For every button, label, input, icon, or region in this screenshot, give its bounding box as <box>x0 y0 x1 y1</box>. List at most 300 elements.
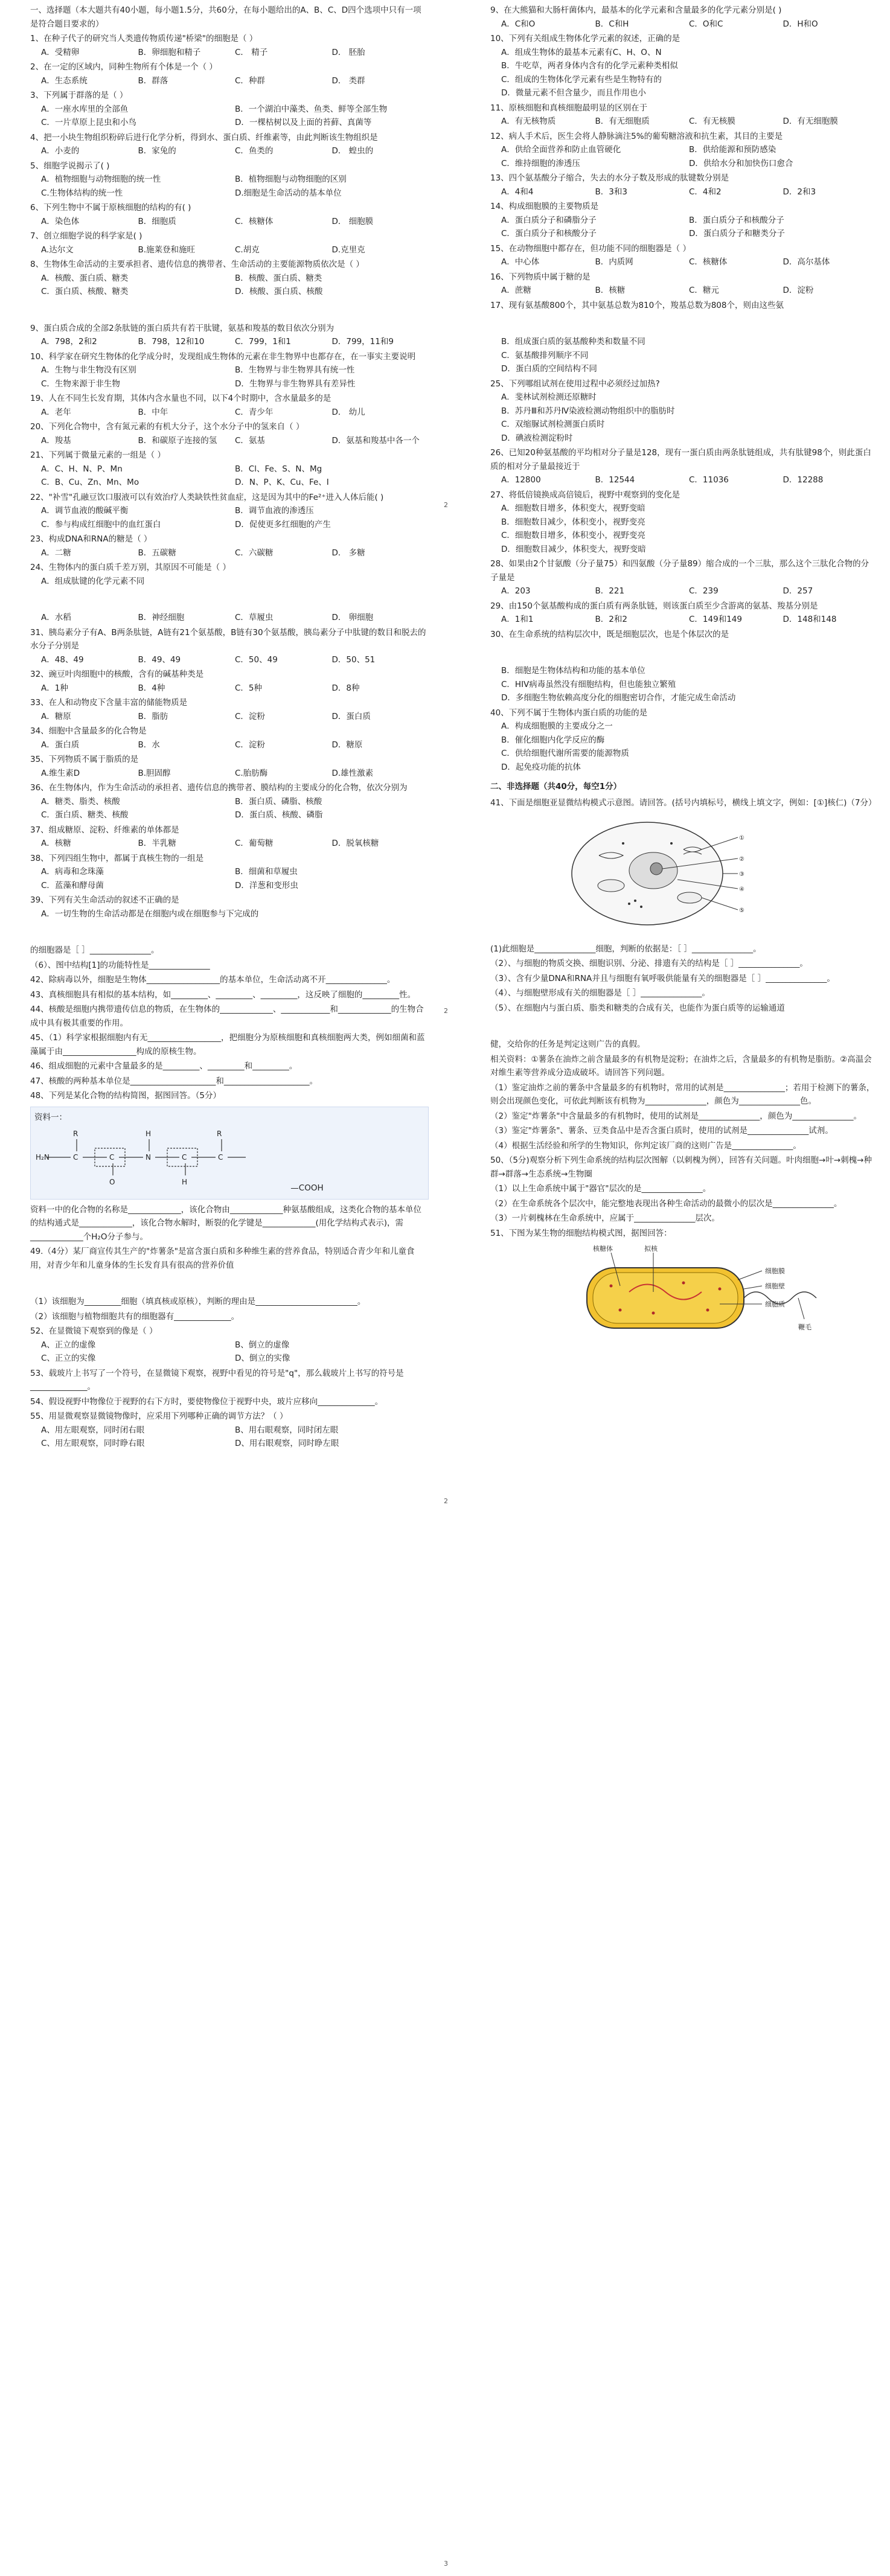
question-text: （5）、在细胞内与蛋白质、脂类和糖类的合成有关，也能作为蛋白质等的运输通道 <box>490 1003 785 1013</box>
question-item <box>490 1002 877 1015</box>
answer-option: B.施莱登和施旺 <box>138 244 196 255</box>
question-item <box>490 986 877 1000</box>
svg-text:R: R <box>217 1130 222 1138</box>
answer-option: A．植物细胞与动物细胞的统一性 <box>41 174 161 184</box>
answer-option: D．12288 <box>783 475 824 485</box>
question-text: 13、四个氨基酸分子缩合，失去的水分子数及形成的肽键数分别是 <box>490 173 729 183</box>
answer-option: A．蛋白质分子和磷脂分子 <box>501 215 597 225</box>
figure-caption: 资料一： <box>34 1112 67 1122</box>
question-item <box>30 1089 429 1103</box>
answer-options <box>30 767 429 781</box>
question-text: 37、组成糖原、淀粉、纤维素的单体都是 <box>30 825 179 835</box>
question-text: 8、生物体生命活动的主要承担者、遗传信息的携带者、生命活动的主要能源物质依次是（ ） <box>30 260 364 269</box>
answer-options <box>490 473 877 487</box>
answer-options <box>490 143 877 170</box>
question-text: (1)此细胞是_______________细胞，判断的依据是：［ ］_______________。 <box>490 944 761 954</box>
question-item <box>30 449 429 490</box>
answer-option: D．淀粉 <box>783 286 814 295</box>
answer-option: B、倒立的虚像 <box>235 1340 290 1350</box>
page-break-gap <box>490 313 877 335</box>
svg-text:②: ② <box>739 856 744 863</box>
answer-option: C．种群 <box>235 75 265 86</box>
answer-option: C、用左眼观察，同时睁右眼 <box>41 1439 145 1448</box>
answer-option: B．3和3 <box>595 187 627 197</box>
question-text: 55、用显微观察显微镜物像时，应采用下列哪种正确的调节方法？（ ） <box>30 1411 288 1421</box>
question-text: 45、（1）科学家根据细胞内有无__________________，把细胞分为原核细胞和真核细胞两大类，例如细菌和蓝藻属于由__________________构成的原核生物。 <box>30 1033 425 1056</box>
answer-option: B．有无细胞质 <box>595 117 650 126</box>
question-item <box>490 299 877 313</box>
svg-text:H: H <box>182 1178 188 1186</box>
question-text: 42、除病毒以外，细胞是生物体__________________的基本单位，生命活动离不开_______________。 <box>30 975 395 985</box>
page-number: 2 <box>444 1007 448 1015</box>
answer-option: A．供给全面营养和防止血管硬化 <box>501 145 621 155</box>
question-text: 52、在显微镜下观察到的像是（ ） <box>30 1326 158 1336</box>
answer-option: D、用右眼观察，同时睁左眼 <box>235 1439 339 1448</box>
question-item <box>490 32 877 100</box>
question-text: 41、下面是细胞亚显微结构模式示意图。请回答。(括号内填标号，横线上填文字，例如：[①]核仁)（7分） <box>490 797 877 808</box>
answer-option: C．鱼类的 <box>235 146 274 156</box>
answer-option: C．799，1和1 <box>235 337 291 347</box>
answer-option: D.细胞是生命活动的基本单位 <box>235 188 342 198</box>
question-text: 30、在生命系统的结构层次中，既是细胞层次，也是个体层次的是 <box>490 629 729 639</box>
answer-option: B．苏丹Ⅲ和苏丹Ⅳ染液检测动物组织中的脂肪时 <box>501 406 675 416</box>
question-item <box>490 557 877 598</box>
answer-option: D．有无细胞膜 <box>783 117 838 126</box>
question-item <box>30 32 429 59</box>
question-item <box>30 159 429 200</box>
answer-option: C．淀粉 <box>235 711 265 721</box>
answer-option: C．淀粉 <box>235 740 265 750</box>
answer-option: A．病毒和念珠藻 <box>41 867 104 877</box>
answer-options <box>490 115 877 129</box>
page-number: 2 <box>444 1497 448 1505</box>
svg-text:H: H <box>146 1130 152 1138</box>
answer-option: A．1和1 <box>501 615 534 624</box>
answer-option: C．蛋白质、糖类、核酸 <box>41 810 129 820</box>
svg-text:H₂N: H₂N <box>36 1153 50 1162</box>
question-text: （3）鉴定"炸薯条"、薯条、豆类食品中是否含蛋白质时，使用的试剂是_______________试剂。 <box>490 1126 833 1136</box>
svg-text:细胞膜: 细胞膜 <box>765 1267 785 1275</box>
question-item <box>490 4 877 31</box>
answer-option: B．4种 <box>138 683 165 693</box>
answer-option: A．水稻 <box>41 613 71 622</box>
svg-text:③: ③ <box>739 871 744 878</box>
answer-options <box>30 144 429 158</box>
question-item <box>490 1212 877 1226</box>
svg-text:N: N <box>146 1153 151 1162</box>
answer-option: B．核糖 <box>595 286 626 295</box>
question-item <box>30 1245 429 1272</box>
answer-option: D．生物界与非生物界具有差异性 <box>235 379 356 389</box>
question-text: 38、下列四组生物中，都属于真核生物的一组是 <box>30 853 204 863</box>
question-text: 12、病人手术后，医生会将人静脉滴注5%的葡萄糖溶液和抗生素，其目的主要是 <box>490 131 783 141</box>
question-text: （3）一片刺槐林在生命系统中，应属于_______________层次。 <box>490 1213 720 1223</box>
svg-text:C: C <box>109 1153 115 1162</box>
answer-option: A．组成生物体的最基本元素有C、H、O、N <box>501 47 662 57</box>
question-text: 29、由150个氨基酸构成的蛋白质有两条肽链，则该蛋白质至少含游离的氨基、羧基分别是 <box>490 601 818 611</box>
question-item <box>30 1310 429 1324</box>
page-number: 2 <box>444 501 448 509</box>
question-text: 16、下列物质中属于糖的是 <box>490 272 591 282</box>
question-text: 49.（4分）某厂商宣传其生产的"炸薯条"是富含蛋白质和多种维生素的营养食品，特别适合青少年和儿童食用，对青少年和儿童身体的生长发育具有很高的营养价值 <box>30 1247 415 1270</box>
answer-option: C．氨基 <box>235 435 265 446</box>
answer-options <box>490 584 877 598</box>
answer-option: B．内质网 <box>595 257 633 267</box>
answer-option: B．牛吃草，两者身体内含有的化学元素种类相似 <box>501 61 678 71</box>
question-item <box>490 200 877 241</box>
answer-options <box>30 795 429 822</box>
answer-option: C．4和2 <box>689 187 722 197</box>
answer-options <box>490 255 877 269</box>
answer-option: A．细胞数目增多，体积变大，视野变暗 <box>501 503 645 513</box>
svg-text:鞭毛: 鞭毛 <box>798 1323 812 1331</box>
answer-option: C．组成的生物体化学元素有些是生物特有的 <box>501 74 662 85</box>
question-item <box>30 322 429 349</box>
answer-option: A.达尔文 <box>41 244 74 255</box>
answer-option: B．221 <box>595 586 625 596</box>
answer-option: B．半乳糖 <box>138 839 176 848</box>
peptide-structure-figure <box>34 1124 288 1191</box>
answer-options <box>30 653 429 667</box>
answer-options <box>30 865 429 892</box>
right-column <box>490 4 877 1355</box>
answer-option: B．生物界与非生物界具有统一性 <box>235 365 355 375</box>
svg-text:O: O <box>109 1178 115 1186</box>
answer-option: C．青少年 <box>235 407 274 417</box>
answer-option: D、倒立的实像 <box>235 1354 290 1363</box>
question-item <box>30 89 429 130</box>
question-item <box>490 335 877 376</box>
answer-option: B．神经细胞 <box>138 613 185 622</box>
answer-option: B．群落 <box>138 75 168 86</box>
answer-option: A．4和4 <box>501 187 534 197</box>
question-text: 17、现有氨基酸800个，其中氨基总数为810个，羧基总数为808个，则由这些氨 <box>490 300 784 310</box>
question-text: 31、胰岛素分子有A、B两条肽链，A链有21个氨基酸，B链有30个氨基酸，胰岛素分子中肽键的数目和脱去的水分子分别是 <box>30 627 426 651</box>
answer-option: C．蛋白质分子和核酸分子 <box>501 229 597 238</box>
answer-options <box>30 103 429 130</box>
animal-cell-diagram <box>563 813 744 934</box>
answer-options <box>30 611 429 625</box>
answer-option: B．C和H <box>595 19 629 29</box>
answer-option: B．核酸、蛋白质、糖类 <box>235 273 322 283</box>
answer-options <box>30 46 429 60</box>
answer-option: C．草履虫 <box>235 613 274 622</box>
question-text: 36、在生物体内，作为生命活动的承担者、遗传信息的携带者、膜结构的主要成分的化合物，依次分别为 <box>30 783 408 793</box>
answer-options <box>30 363 429 391</box>
question-text: 50、（5分)观察分析下列生命系统的结构层次图解（以刺槐为例），回答有关问题。叶肉细胞→叶→刺槐→种群→群落→生态系统→生物圈 <box>490 1155 872 1179</box>
answer-option: D．氨基和羧基中各一个 <box>331 435 420 446</box>
answer-option: A．12800 <box>501 475 541 485</box>
answer-option: D． 蝗虫的 <box>331 146 374 156</box>
page-number: 3 <box>444 2560 448 2568</box>
answer-option: C．氨基酸排列顺序不同 <box>501 350 589 360</box>
question-item <box>30 532 429 560</box>
svg-text:细胞质: 细胞质 <box>765 1300 785 1308</box>
question-item <box>490 446 877 487</box>
question-item <box>30 1325 429 1366</box>
question-item <box>490 1197 877 1211</box>
answer-option: A．1种 <box>41 683 68 693</box>
svg-text:拟核: 拟核 <box>644 1245 658 1253</box>
question-text: 的细胞器是［ ］_______________。 <box>30 945 159 955</box>
answer-option: C.生物体结构的统一性 <box>41 188 123 198</box>
answer-option: A．蔗糖 <box>501 286 531 295</box>
answer-option: A．798，2和2 <box>41 337 97 347</box>
question-item <box>30 229 429 257</box>
answer-options <box>30 1338 429 1366</box>
answer-option: A．构成细胞膜的主要成分之一 <box>501 721 613 731</box>
answer-option: B．12544 <box>595 475 635 485</box>
answer-option: A．染色体 <box>41 216 80 226</box>
answer-option: C．核糖体 <box>689 257 728 267</box>
page-break-gap <box>490 642 877 664</box>
answer-options <box>490 502 877 556</box>
question-item <box>490 1139 877 1153</box>
question-item <box>30 201 429 228</box>
question-item <box>30 491 429 532</box>
question-text: 39、下列有关生命活动的叙述不正确的是 <box>30 895 179 905</box>
answer-options <box>490 18 877 31</box>
section-heading: 二、非选择题（共40分，每空1分） <box>490 782 622 791</box>
svg-text:④: ④ <box>739 886 744 893</box>
answer-options <box>30 406 429 420</box>
answer-option: D．50、51 <box>331 654 376 665</box>
question-item <box>30 1003 429 1030</box>
answer-option: D． 胚胎 <box>331 47 365 57</box>
question-item <box>490 1182 877 1196</box>
answer-option: C．蛋白质、核酸、糖类 <box>41 287 129 296</box>
question-item <box>490 706 877 775</box>
answer-option: A．二糖 <box>41 548 71 558</box>
answer-option: A．一座水库里的全部鱼 <box>41 104 129 114</box>
question-text: 5、细胞学说揭示了( ) <box>30 161 110 171</box>
answer-option: A．生态系统 <box>41 75 88 86</box>
question-item <box>490 599 877 627</box>
question-text: 27、将低倍镜换成高倍镜后，视野中观察到的变化是 <box>490 490 680 500</box>
question-item <box>490 1081 877 1108</box>
answer-option: A．糖类、脂类、核酸 <box>41 796 120 807</box>
page-break-gap <box>30 589 429 611</box>
question-text: 22、"补雪"孔融豆饮口服液可以有效治疗人类缺铁性贫血症，这是因为其中的Fe²⁺进入人体后能( ) <box>30 492 384 502</box>
question-text: 51、下图为某生物的细胞结构模式图，据图回答： <box>490 1228 672 1238</box>
question-text: 一、选择题（本大题共有40小题，每小题1.5分，共60分，在每小题给出的A、B、C、D四个选项中只有一项是符合题目要求的） <box>30 5 421 29</box>
question-item <box>490 377 877 446</box>
answer-option: D．蛋白质分子和糖类分子 <box>689 229 785 238</box>
answer-option: D． 类群 <box>331 75 365 86</box>
question-item <box>30 1075 429 1088</box>
answer-option: D．微量元素不但含量少，而且作用也小 <box>501 88 646 98</box>
question-item <box>490 1227 877 1241</box>
answer-options <box>490 613 877 627</box>
answer-options <box>490 185 877 199</box>
answer-option: B．Cl、Fe、S、N、Mg <box>235 464 322 474</box>
answer-option: D．蛋白质 <box>331 711 371 721</box>
answer-option: B．细菌和草履虫 <box>235 867 298 877</box>
question-text: 46、组成细胞的元素中含量最多的是_________、_________和_________。 <box>30 1061 298 1071</box>
answer-option: C．239 <box>689 586 719 596</box>
answer-option: C．有无核膜 <box>689 117 735 126</box>
answer-option: D.克里克 <box>331 244 365 255</box>
answer-option: D．洋葱和变形虫 <box>235 880 298 890</box>
question-text: （2）在生命系统各个层次中，能完整地表现出各种生命活动的最微小的层次是_______________。 <box>490 1198 842 1209</box>
answer-option: B.胆固醇 <box>138 768 171 778</box>
answer-option: B．蛋白质、磷脂、核酸 <box>235 796 322 807</box>
svg-text:⑤: ⑤ <box>739 907 744 914</box>
answer-option: D． 细胞膜 <box>331 216 374 226</box>
answer-options <box>490 335 877 376</box>
question-text: 23、构成DNA和RNA的糖是（ ） <box>30 534 152 544</box>
answer-option: C.胎肪酶 <box>235 768 268 778</box>
question-text: （1）该细胞为_________细胞（填真核或原核），判断的理由是_________________________。 <box>30 1297 366 1306</box>
answer-option: A．糖原 <box>41 711 71 721</box>
question-text: （6）、图中结构[1]的功能特性是_______________ <box>30 960 210 970</box>
answer-option: B．卵细胞和精子 <box>138 47 201 57</box>
question-text: 43、真核细胞具有相似的基本结构，如_________、_________、_________，这反映了细胞的_________性。 <box>30 989 416 1000</box>
question-item <box>490 270 877 298</box>
question-text: 15、在动物细胞中都存在，但功能不同的细胞器是（ ） <box>490 243 691 254</box>
question-item <box>30 696 429 723</box>
answer-option: D．多细胞生物依赖高度分化的细胞密切合作，才能完成生命活动 <box>501 693 736 703</box>
answer-option: A、正立的虚像 <box>41 1340 96 1350</box>
answer-option: C．维持细胞的渗透压 <box>501 158 580 168</box>
answer-option: D．糖原 <box>331 740 363 750</box>
answer-option: A．C和O <box>501 19 536 29</box>
answer-option: A.维生素D <box>41 768 80 778</box>
answer-option: A、用左眼观察，同时闭右眼 <box>41 1425 145 1435</box>
question-item <box>490 972 877 986</box>
answer-option: B．五碳糖 <box>138 548 176 558</box>
answer-options <box>490 46 877 100</box>
question-item <box>30 1410 429 1451</box>
answer-option: A．核酸、蛋白质、糖类 <box>41 273 129 283</box>
answer-option: B．798，12和10 <box>138 337 205 347</box>
question-text: 9、在大熊猫和大肠杆菌体内，最基本的化学元素和含量最多的化学元素分别是( ) <box>490 5 782 15</box>
answer-option: A．调节血液的酸碱平衡 <box>41 506 129 516</box>
question-item <box>30 973 429 987</box>
question-text: 53、载玻片上书写了一个符号，在显微镜下观察，视野中看见的符号是"q"，那么载玻片上书写的符号是______________。 <box>30 1368 404 1392</box>
answer-option: B．细胞质 <box>138 216 176 226</box>
question-item <box>490 628 877 642</box>
question-item <box>30 392 429 419</box>
question-text: 相关资料：①薯条在油炸之前含量最多的有机物是淀粉；在油炸之后，含量最多的有机物是脂肪。②高温会对维生素等营养成分造成破坏。请回答下列问题。 <box>490 1054 872 1078</box>
question-text: （3）、含有少量DNA和RNA并且与细胞有氧呼吸供能量有关的细胞器是［ ］_______________。 <box>490 973 835 983</box>
question-text: 34、细胞中含量最多的化合物是 <box>30 726 147 736</box>
answer-option: C．5种 <box>235 683 263 693</box>
answer-option: A．羧基 <box>41 435 71 446</box>
question-item <box>30 959 429 973</box>
bacterium-diagram <box>563 1244 828 1346</box>
answer-option: C．蓝藻和酵母菌 <box>41 880 104 890</box>
answer-option: A．小麦的 <box>41 146 80 156</box>
question-item <box>490 1038 877 1052</box>
question-item <box>30 611 429 625</box>
question-text: 健，交给你的任务是判定这则广告的真假。 <box>490 1040 645 1049</box>
answer-option: D．H和O <box>783 19 818 29</box>
question-item <box>30 724 429 752</box>
answer-option: B．一个湖泊中藻类、鱼类、鲜等全部生物 <box>235 104 388 114</box>
answer-option: A．203 <box>501 586 531 596</box>
answer-option: B．脂肪 <box>138 711 168 721</box>
question-text: 3、下列属于群落的是（ ） <box>30 91 128 100</box>
question-text: 20、下列化合物中，含有氮元素的有机大分子，这个水分子中的氢来自（ ） <box>30 422 304 432</box>
answer-option: C．149和149 <box>689 615 742 624</box>
question-item <box>490 664 877 705</box>
answer-option: D．8种 <box>331 683 360 693</box>
answer-option: D．一棵枯树以及上面的苔藓、真菌等 <box>235 118 372 127</box>
answer-option: C．糖元 <box>689 286 719 295</box>
answer-option: B．组成蛋白质的氨基酸种类和数量不同 <box>501 337 645 347</box>
answer-option: C．11036 <box>689 475 729 485</box>
question-item <box>30 561 429 588</box>
answer-option: C.胡克 <box>235 244 260 255</box>
answer-options <box>30 215 429 229</box>
answer-option: C．参与构成红细胞中的血红蛋白 <box>41 519 161 529</box>
answer-option: C．50、49 <box>235 654 278 665</box>
answer-option: C．HIV病毒虽然没有细胞结构，但也能独立繁殖 <box>501 679 676 689</box>
question-item <box>490 171 877 199</box>
question-item <box>490 101 877 129</box>
question-text: 11、原核细胞和真核细胞最明显的区别在于 <box>490 103 648 113</box>
answer-option: A．C、H、N、P、Mn <box>41 464 123 474</box>
question-text: 48、下列是某化合物的结构简图，据图回答。（5分） <box>30 1091 222 1101</box>
peptide-figure-block <box>30 1107 429 1200</box>
question-item <box>30 753 429 780</box>
question-item <box>490 942 877 956</box>
answer-option: C．O和C <box>689 19 723 29</box>
answer-option: C．生物来源于非生物 <box>41 379 120 389</box>
question-text: 10、下列有关组成生物体化学元素的叙述，正确的是 <box>490 34 680 43</box>
answer-options <box>30 546 429 560</box>
answer-option: A．生物与非生物没有区别 <box>41 365 136 375</box>
svg-text:细胞壁: 细胞壁 <box>765 1282 785 1290</box>
answer-option: C． 精子 <box>235 47 268 57</box>
answer-option: D．2和3 <box>783 187 816 197</box>
answer-option: C．B、Cu、Zn、Mn、Mo <box>41 478 139 487</box>
answer-option: B．蛋白质分子和核酸分子 <box>689 215 784 225</box>
answer-option: C．葡萄糖 <box>235 839 274 848</box>
svg-text:核糖体: 核糖体 <box>593 1245 613 1253</box>
answer-option: A．受精卵 <box>41 47 80 57</box>
question-text: 1、在种子代子的研究当人类遗传物质传递"桥梁"的细胞是（ ） <box>30 34 258 43</box>
answer-option: B．家兔的 <box>138 146 176 156</box>
answer-option: B、用右眼观察，同时闭左眼 <box>235 1425 339 1435</box>
question-item <box>30 781 429 822</box>
question-item <box>30 60 429 88</box>
answer-option: D．促使更多红细胞的产生 <box>235 519 331 529</box>
question-text: （2）该细胞与植物细胞共有的细胞器有______________。 <box>30 1311 240 1322</box>
answer-options <box>490 214 877 241</box>
question-item <box>490 1053 877 1080</box>
answer-option: B．细胞数目减少，体积变小，视野变亮 <box>501 517 645 527</box>
answer-option: D．起免疫功能的抗体 <box>501 762 581 772</box>
answer-options <box>30 434 429 448</box>
question-text: 2、在一定的区域内，同种生物所有个体是一个（ ） <box>30 62 217 72</box>
answer-options <box>30 837 429 851</box>
answer-option: A．核糖 <box>41 839 71 848</box>
question-text: 9、蛋白质合成的全部2条肽链的蛋白质共有若干肽键，氨基和羧基的数目依次分别为 <box>30 323 335 333</box>
answer-option: B．供给能源和预防感染 <box>689 145 776 155</box>
answer-option: D．供给水分和加快伤口愈合 <box>689 158 793 168</box>
question-text: 32、豌豆叶肉细胞中的核酸，含有的碱基种类是 <box>30 670 204 679</box>
question-text: （2）鉴定"炸薯条"中含量最多的有机物时，使用的试剂是_______________，颜色为_______________。 <box>490 1111 862 1121</box>
answer-options <box>30 272 429 299</box>
question-text: 44、核酸是细胞内携带遗传信息的物质，在生物体的_____________、____________和_____________的生物合成中具有极其重要的作用。 <box>30 1005 424 1028</box>
answer-options <box>30 738 429 752</box>
question-text: 24、生物体内的蛋白质千差万别，其原因不可能是（ ） <box>30 563 231 572</box>
question-text: 19、人在不同生长发育期，其体内含水量也不同，以下4个时期中，含水量最多的是 <box>30 394 331 403</box>
question-text: 21、下列属于微量元素的一组是（ ） <box>30 450 165 460</box>
question-item <box>490 242 877 269</box>
